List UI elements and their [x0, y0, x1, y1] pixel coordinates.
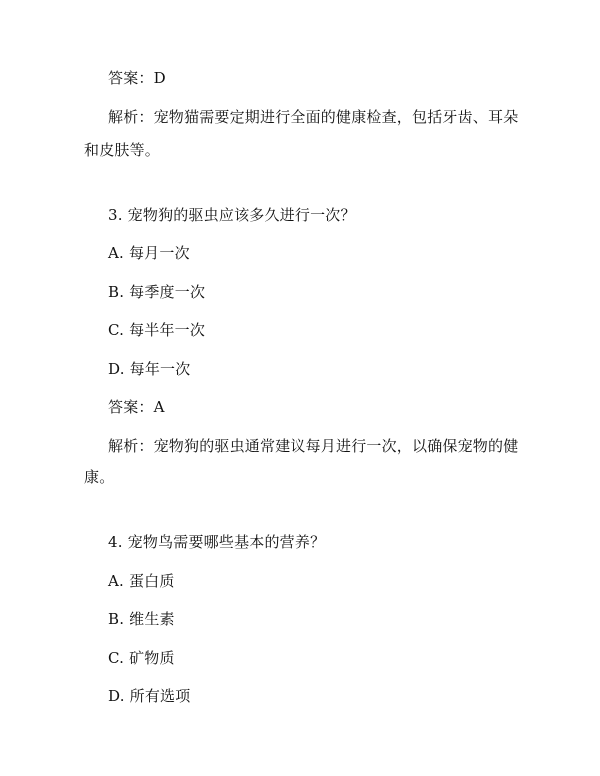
q3-answer: 答案：A: [108, 398, 165, 416]
q3-option-c: C. 每半年一次: [108, 321, 206, 339]
q2-answer: 答案：D: [108, 69, 166, 87]
q3-option-d: D. 每年一次: [108, 360, 191, 378]
q4-option-b: B. 维生素: [108, 610, 175, 628]
q3-question: 3. 宠物狗的驱虫应该多久进行一次？: [108, 206, 356, 224]
q3-explanation-line1: 解析：宠物狗的驱虫通常建议每月进行一次，以确保宠物的健: [108, 437, 519, 455]
q3-explanation-line2: 康。: [84, 468, 115, 486]
q4-option-c: C. 矿物质: [108, 649, 175, 667]
q4-question: 4. 宠物鸟需要哪些基本的营养？: [108, 533, 326, 551]
q4-option-a: A. 蛋白质: [108, 572, 175, 590]
q2-explanation-line1: 解析：宠物猫需要定期进行全面的健康检查，包括牙齿、耳朵: [108, 108, 519, 126]
q2-explanation-line2: 和皮肤等。: [84, 141, 161, 159]
q3-option-a: A. 每月一次: [108, 244, 190, 262]
q4-option-d: D. 所有选项: [108, 687, 191, 705]
q3-option-b: B. 每季度一次: [108, 283, 206, 301]
